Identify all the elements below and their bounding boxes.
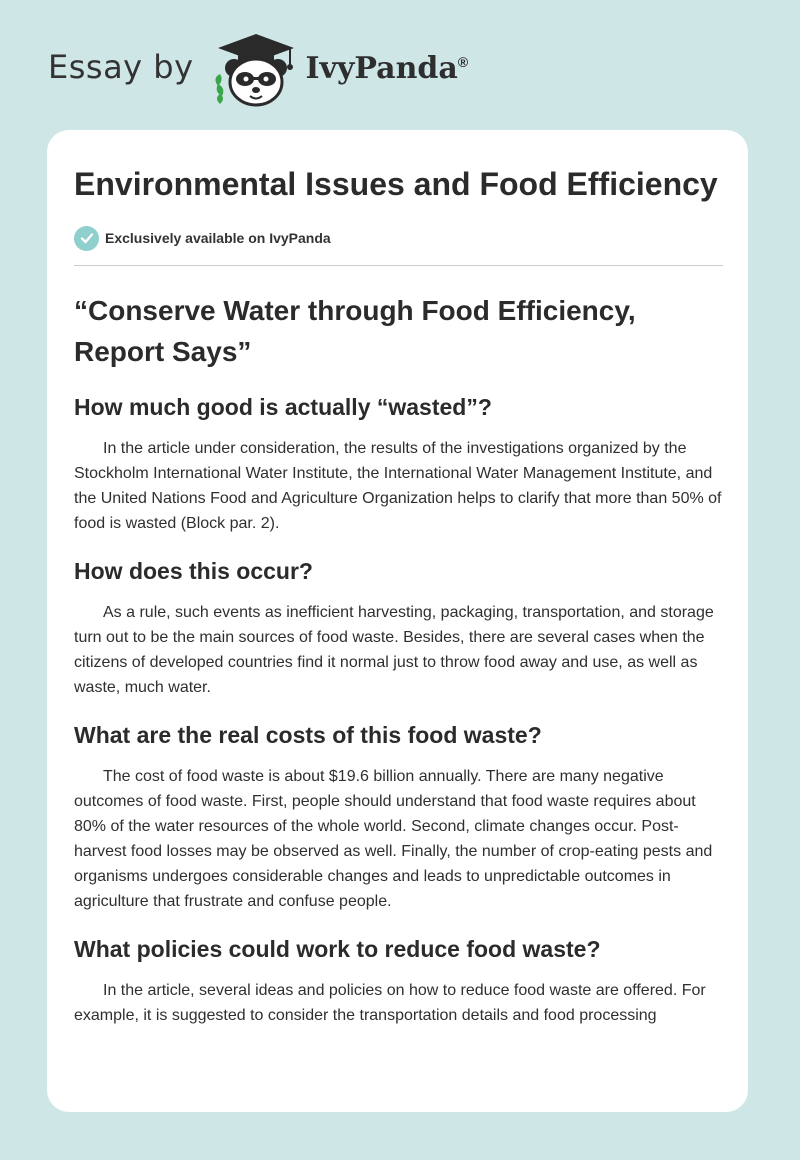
- brand-name: IvyPanda®: [305, 50, 469, 86]
- exclusive-badge-label: Exclusively available on IvyPanda: [105, 230, 331, 246]
- brand-header[interactable]: [48, 30, 468, 110]
- section-paragraph: The cost of food waste is about $19.6 billion annually. There are many negative outcomes of food waste. First, people should understand that food waste requires about 80% of the water resources of the whole world. Second, climate changes occur. Post-harvest food losses may be observed as well. Finally, the number of crop-eating pests and organisms undergoes considerable changes and leads to unpredictable outcomes in agriculture that frustrate and confuse people.: [74, 768, 713, 910]
- section-heading: What policies could work to reduce food waste?: [74, 936, 601, 962]
- section-paragraph: As a rule, such events as inefficient harvesting, packaging, transportation, and storage turn out to be the main sources of food waste. Besides, there are several cases when the citizens of developed countries find it normal just to throw food away and use, as well as waste, much water.: [74, 604, 714, 696]
- report-title: “Conserve Water through Food Efficiency, Report Says”: [74, 295, 636, 367]
- essay-content: [74, 130, 723, 1028]
- essay-card: [47, 130, 748, 1112]
- exclusive-badge: [74, 225, 723, 251]
- panda-graduate-logo-icon: [208, 30, 304, 110]
- page-title: Environmental Issues and Food Efficiency: [74, 166, 718, 202]
- section-paragraph: In the article under consideration, the results of the investigations organized by the Stockholm International Water Institute, the International Water Management Institute, and the United Nations Food and Agriculture Organization helps to clarify that more than 50% of food is wasted (Block par. 2).: [74, 440, 722, 532]
- divider: [74, 265, 723, 266]
- section-paragraph: In the article, several ideas and policies on how to reduce food waste are offered. For example, it is suggested to consider the transportation details and food processing: [74, 982, 706, 1024]
- section-heading: How does this occur?: [74, 558, 313, 584]
- section-heading: How much good is actually “wasted”?: [74, 394, 492, 420]
- check-icon: [74, 226, 99, 251]
- section-heading: What are the real costs of this food waste?: [74, 722, 542, 748]
- brand-prefix: Essay by: [48, 48, 194, 86]
